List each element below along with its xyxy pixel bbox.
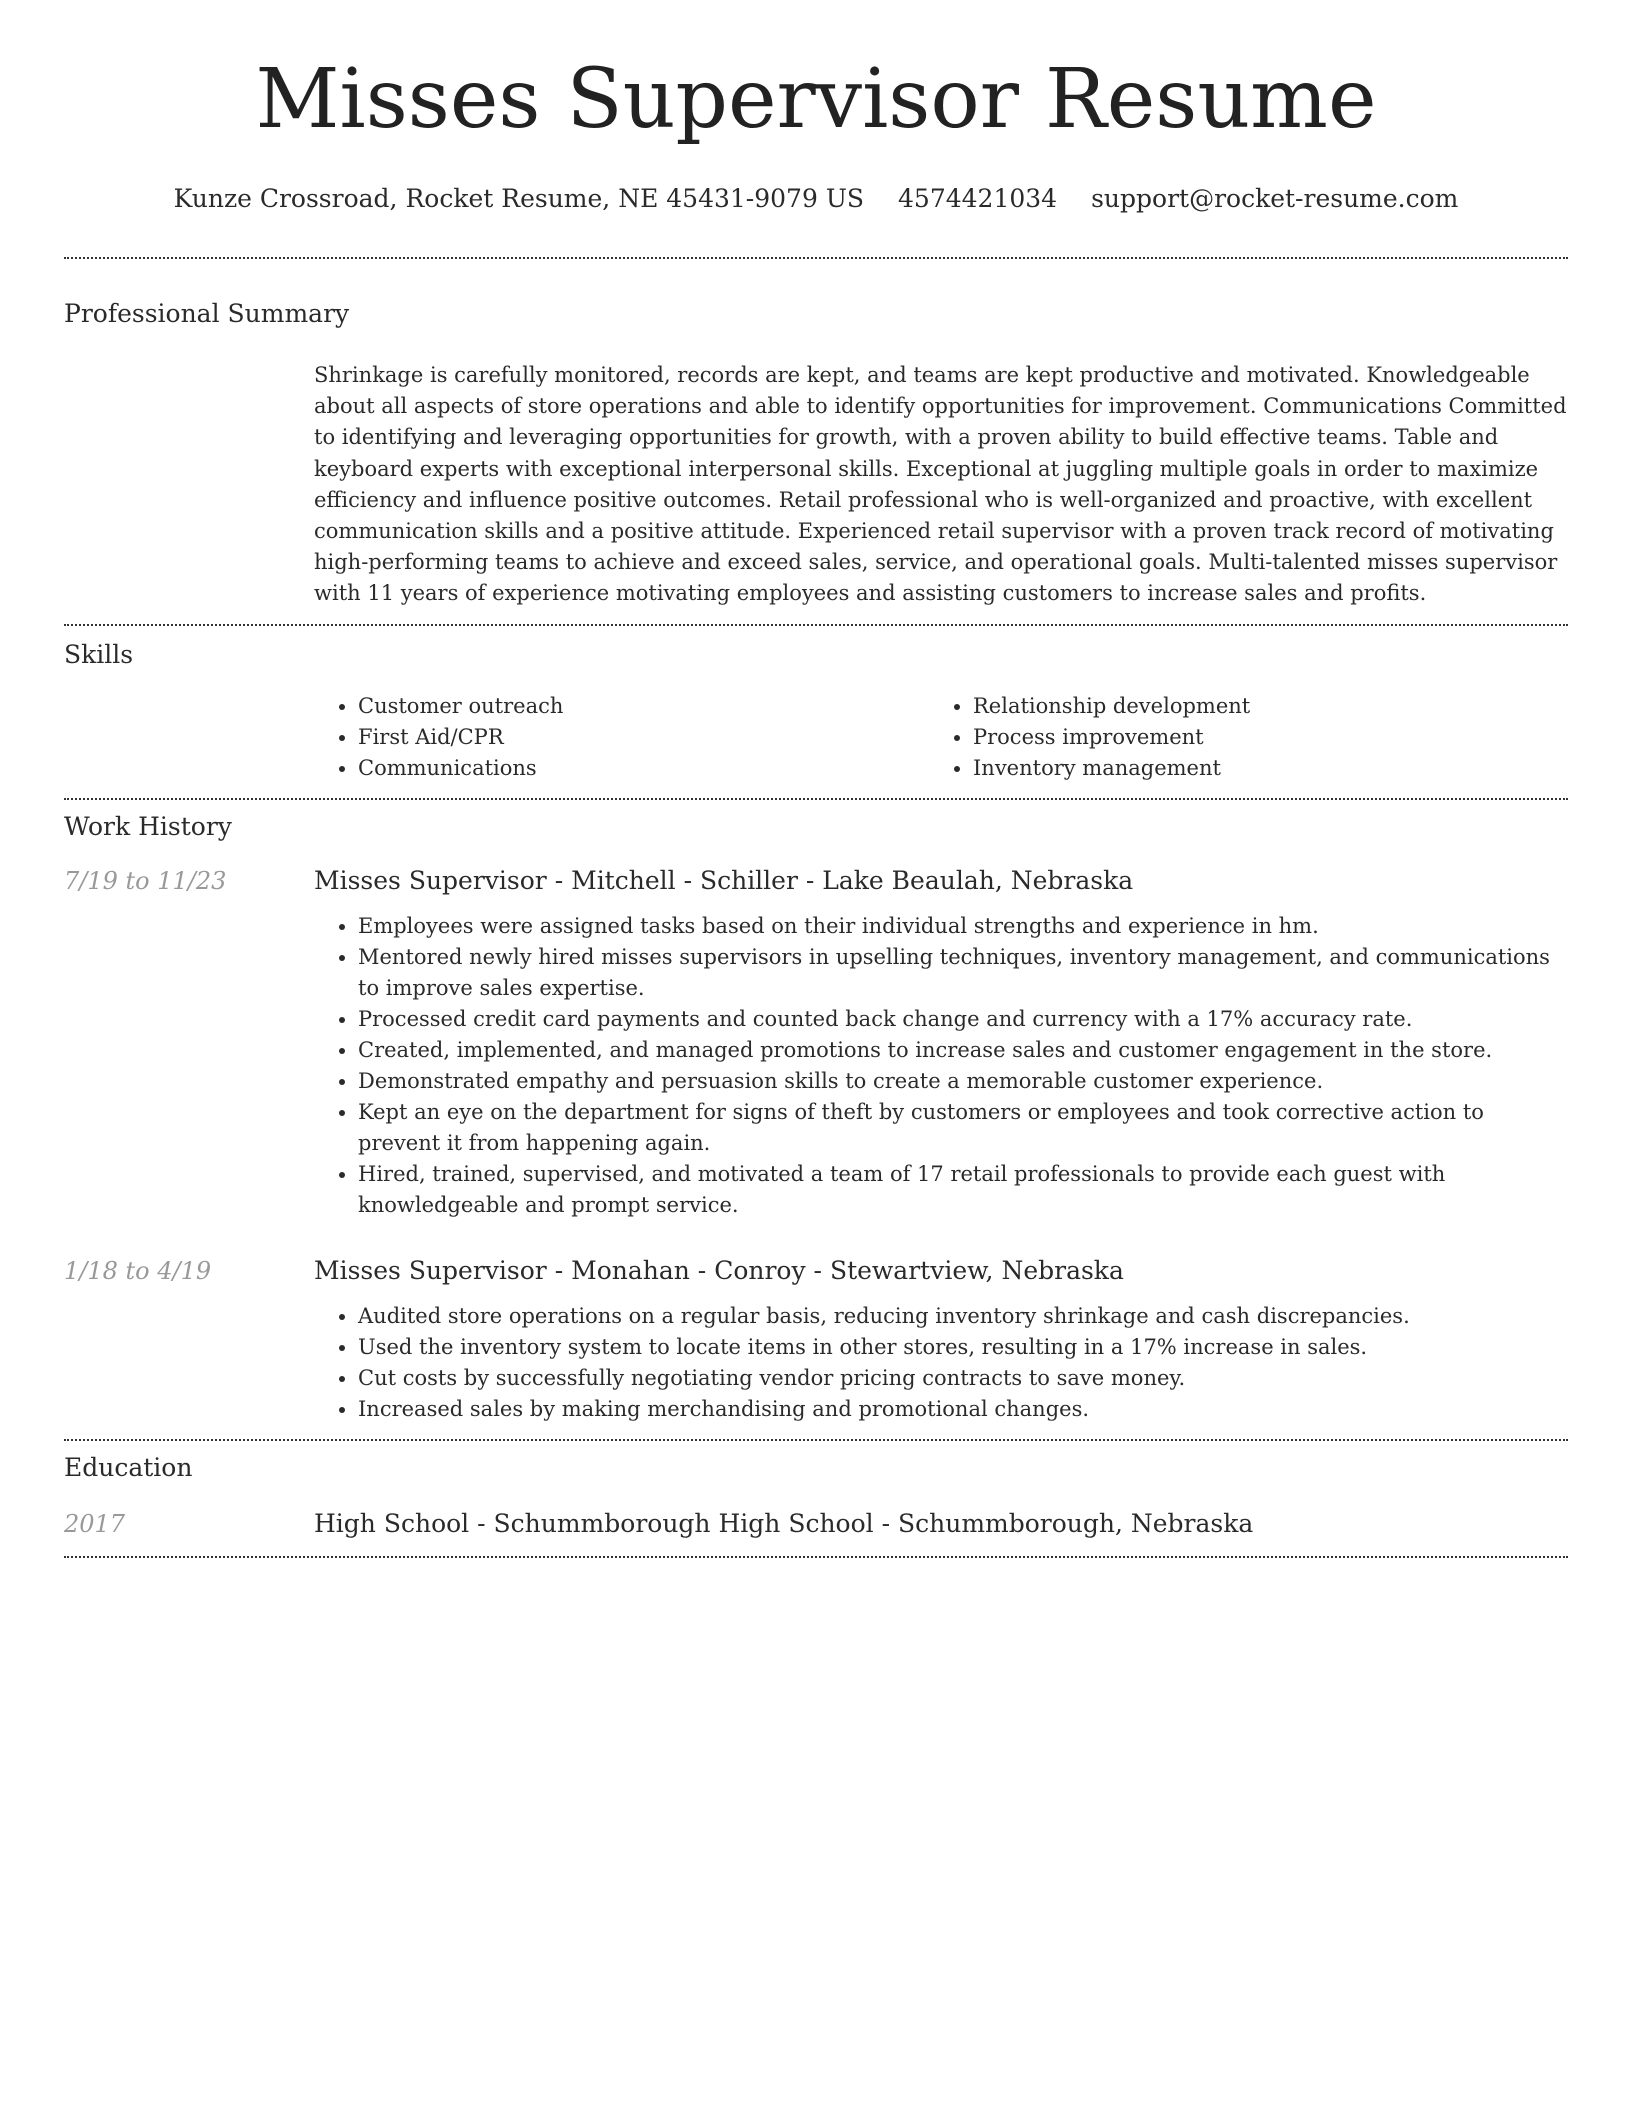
job-bullet: • Demonstrated empathy and persuasion skills to create a memorable customer experience.: [358, 1066, 1568, 1097]
job-bullet: • Created, implemented, and managed promotions to increase sales and customer engagement in the store.: [358, 1035, 1568, 1066]
job-bullet: • Kept an eye on the department for signs of theft by customers or employees and took corrective action to prevent it from happening again.: [358, 1097, 1568, 1159]
contact-phone: 4574421034: [898, 184, 1058, 213]
job-body: [314, 863, 1568, 1221]
job-entry: [64, 863, 1568, 1221]
skill-item: • Inventory management: [973, 753, 1568, 784]
job-heading: Misses Supervisor - Monahan - Conroy - Stewartview, Nebraska: [314, 1255, 1124, 1285]
job-bullet: • Cut costs by successfully negotiating vendor pricing contracts to save money.: [358, 1363, 1568, 1394]
job-dates: 7/19 to 11/23: [64, 866, 227, 895]
summary-section: [64, 259, 1568, 610]
job-bullet: • Audited store operations on a regular basis, reducing inventory shrinkage and cash discrepancies.: [358, 1301, 1568, 1332]
work-section: [64, 800, 1568, 1425]
summary-text: Shrinkage is carefully monitored, records are kept, and teams are kept productive and motivated. Knowledgeable about all aspects of store operations and able to identify opportunities for improvement. Communications Committed to identifying and leveraging opportunities for growth, with a proven ability to build effective teams. Table and keyboard experts with exceptional interpersonal skills. Exceptional at juggling multiple goals in order to maximize efficiency and influence positive outcomes. Retail professional who is well-organized and proactive, with excellent communication skills and a positive attitude. Experienced retail supervisor with a proven track record of motivating high-performing teams to achieve and exceed sales, service, and operational goals. Multi-talented misses supervisor with 11 years of experience motivating employees and assisting customers to increase sales and profits.: [314, 363, 1567, 606]
job-entry: [64, 1253, 1568, 1425]
skills-heading: Skills: [64, 639, 134, 669]
summary-heading: Professional Summary: [64, 299, 350, 328]
skill-item: • First Aid/CPR: [358, 722, 929, 753]
contact-line: [64, 184, 1568, 213]
job-bullet: • Mentored newly hired misses supervisors in upselling techniques, inventory management, and communications to improve sales expertise.: [358, 942, 1568, 1004]
contact-email: support@rocket-resume.com: [1091, 184, 1459, 213]
skill-item: • Process improvement: [973, 722, 1568, 753]
job-bullet: • Processed credit card payments and counted back change and currency with a 17% accuracy rate.: [358, 1004, 1568, 1035]
resume-header: [64, 0, 1568, 213]
job-bullet: • Employees were assigned tasks based on their individual strengths and experience in hm.: [358, 911, 1568, 942]
skills-grid: [314, 691, 1568, 784]
job-body: [314, 1253, 1568, 1425]
work-heading: Work History: [64, 811, 232, 841]
page-title: Misses Supervisor Resume: [255, 52, 1377, 147]
education-body: [314, 1506, 1568, 1542]
skill-item: • Relationship development: [973, 691, 1568, 722]
skills-section: [64, 626, 1568, 784]
education-heading: Education: [64, 1452, 193, 1482]
job-bullets: [314, 1301, 1568, 1425]
job-bullet: • Increased sales by making merchandising and promotional changes.: [358, 1394, 1568, 1425]
job-dates: 1/18 to 4/19: [64, 1256, 212, 1285]
education-entry: [64, 1506, 1568, 1542]
job-bullet: • Hired, trained, supervised, and motivated a team of 17 retail professionals to provide each guest with knowledgeable and prompt service.: [358, 1159, 1568, 1221]
education-dates: 2017: [64, 1509, 126, 1538]
education-divider: [64, 1556, 1568, 1558]
education-heading-line: High School - Schummborough High School - Schummborough, Nebraska: [314, 1508, 1254, 1538]
contact-address: Kunze Crossroad, Rocket Resume, NE 45431-9079 US: [173, 184, 865, 213]
job-bullets: [314, 911, 1568, 1221]
job-bullet: • Used the inventory system to locate items in other stores, resulting in a 17% increase in sales.: [358, 1332, 1568, 1363]
skill-item: • Customer outreach: [358, 691, 929, 722]
skills-list-left: [314, 691, 929, 784]
skills-list-right: [929, 691, 1568, 784]
job-heading: Misses Supervisor - Mitchell - Schiller - Lake Beaulah, Nebraska: [314, 865, 1134, 895]
skill-item: • Communications: [358, 753, 929, 784]
education-section: [64, 1441, 1568, 1542]
